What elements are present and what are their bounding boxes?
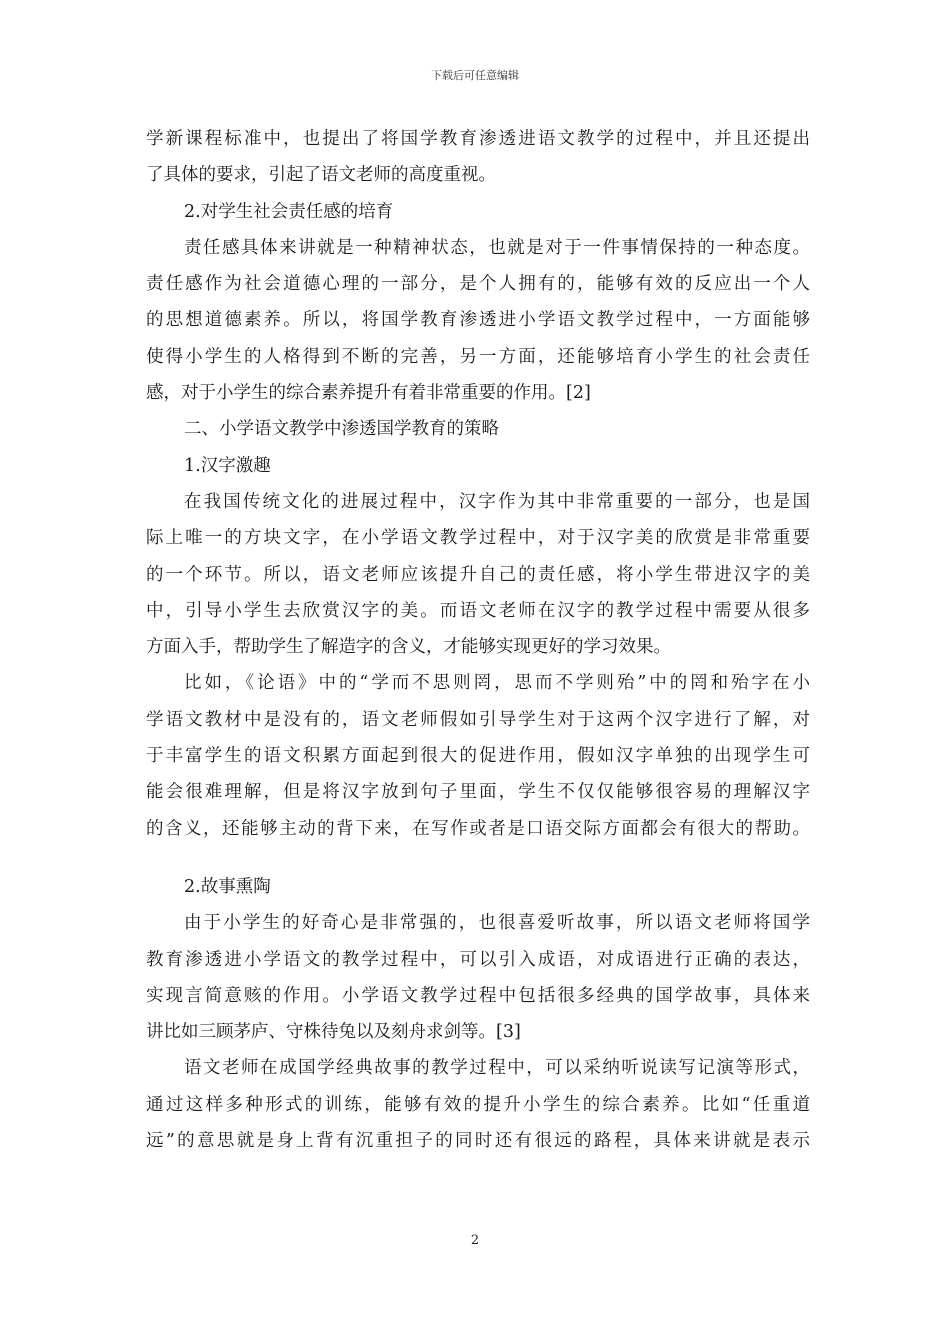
paragraph-line: 通过这样多种形式的训练，能够有效的提升小学生的综合素养。比如“任重道	[146, 1094, 810, 1115]
paragraph-line: 使得小学生的人格得到不断的完善，另一方面，还能够培育小学生的社会责任	[146, 346, 810, 367]
section-heading: 1.汉字激趣	[184, 455, 271, 476]
paragraph-line: 能会很难理解，但是将汉字放到句子里面，学生不仅仅能够很容易的理解汉字	[146, 782, 810, 803]
paragraph-line: 讲比如三顾茅庐、守株待兔以及刻舟求剑等。[3]	[146, 1022, 521, 1043]
paragraph-line: 感，对于小学生的综合素养提升有着非常重要的作用。[2]	[146, 383, 591, 404]
paragraph-line: 责任感作为社会道德心理的一部分，是个人拥有的，能够有效的反应出一个人	[146, 274, 810, 295]
paragraph-line: 远”的意思就是身上背有沉重担子的同时还有很远的路程，具体来讲就是表示	[146, 1131, 810, 1152]
paragraph-spacer	[146, 847, 810, 869]
paragraph-line: 实现言简意赅的作用。小学语文教学过程中包括很多经典的国学故事，具体来	[146, 985, 810, 1006]
page-number: 2	[470, 1233, 480, 1248]
section-heading: 二、小学语文教学中渗透国学教育的策略	[184, 419, 499, 440]
paragraph-line: 于丰富学生的语文积累方面起到很大的促进作用，假如汉字单独的出现学生可	[146, 746, 810, 767]
section-heading: 2.对学生社会责任感的培育	[184, 201, 394, 222]
paragraph-line: 方面入手，帮助学生了解造字的含义，才能够实现更好的学习效果。	[146, 637, 671, 658]
paragraph-line: 语文老师在成国学经典故事的教学过程中，可以采纳听说读写记演等形式，	[184, 1058, 810, 1079]
paragraph-line: 的含义，还能够主动的背下来，在写作或者是口语交际方面都会有很大的帮助。	[146, 818, 810, 839]
page-header: 下载后可任意编辑	[431, 69, 519, 82]
paragraph-line: 学新课程标准中，也提出了将国学教育渗透进语文教学的过程中，并且还提出	[146, 129, 810, 149]
paragraph-line: 了具体的要求，引起了语文老师的高度重视。	[146, 165, 496, 186]
paragraph-line: 比如，《论语》中的“学而不思则罔，思而不学则殆”中的罔和殆字在小	[184, 673, 810, 694]
paragraph-line: 教育渗透进小学语文的教学过程中，可以引入成语，对成语进行正确的表达，	[146, 949, 810, 970]
paragraph-line: 在我国传统文化的进展过程中，汉字作为其中非常重要的一部分，也是国	[184, 491, 810, 512]
paragraph-line: 际上唯一的方块文字，在小学语文教学过程中，对于汉字美的欣赏是非常重要	[146, 528, 810, 549]
paragraph-line: 学语文教材中是没有的，语文老师假如引导学生对于这两个汉字进行了解，对	[146, 709, 810, 730]
section-heading: 2.故事熏陶	[184, 876, 271, 897]
paragraph-line: 中，引导小学生去欣赏汉字的美。而语文老师在汉字的教学过程中需要从很多	[146, 600, 810, 621]
paragraph-line: 由于小学生的好奇心是非常强的，也很喜爱听故事，所以语文老师将国学	[184, 913, 810, 934]
document-body	[146, 121, 810, 1159]
paragraph-line: 的一个环节。所以，语文老师应该提升自己的责任感，将小学生带进汉字的美	[146, 564, 810, 585]
paragraph-line: 的思想道德素养。所以，将国学教育渗透进小学语文教学过程中，一方面能够	[146, 310, 810, 331]
paragraph-line: 责任感具体来讲就是一种精神状态，也就是对于一件事情保持的一种态度。	[184, 237, 810, 258]
